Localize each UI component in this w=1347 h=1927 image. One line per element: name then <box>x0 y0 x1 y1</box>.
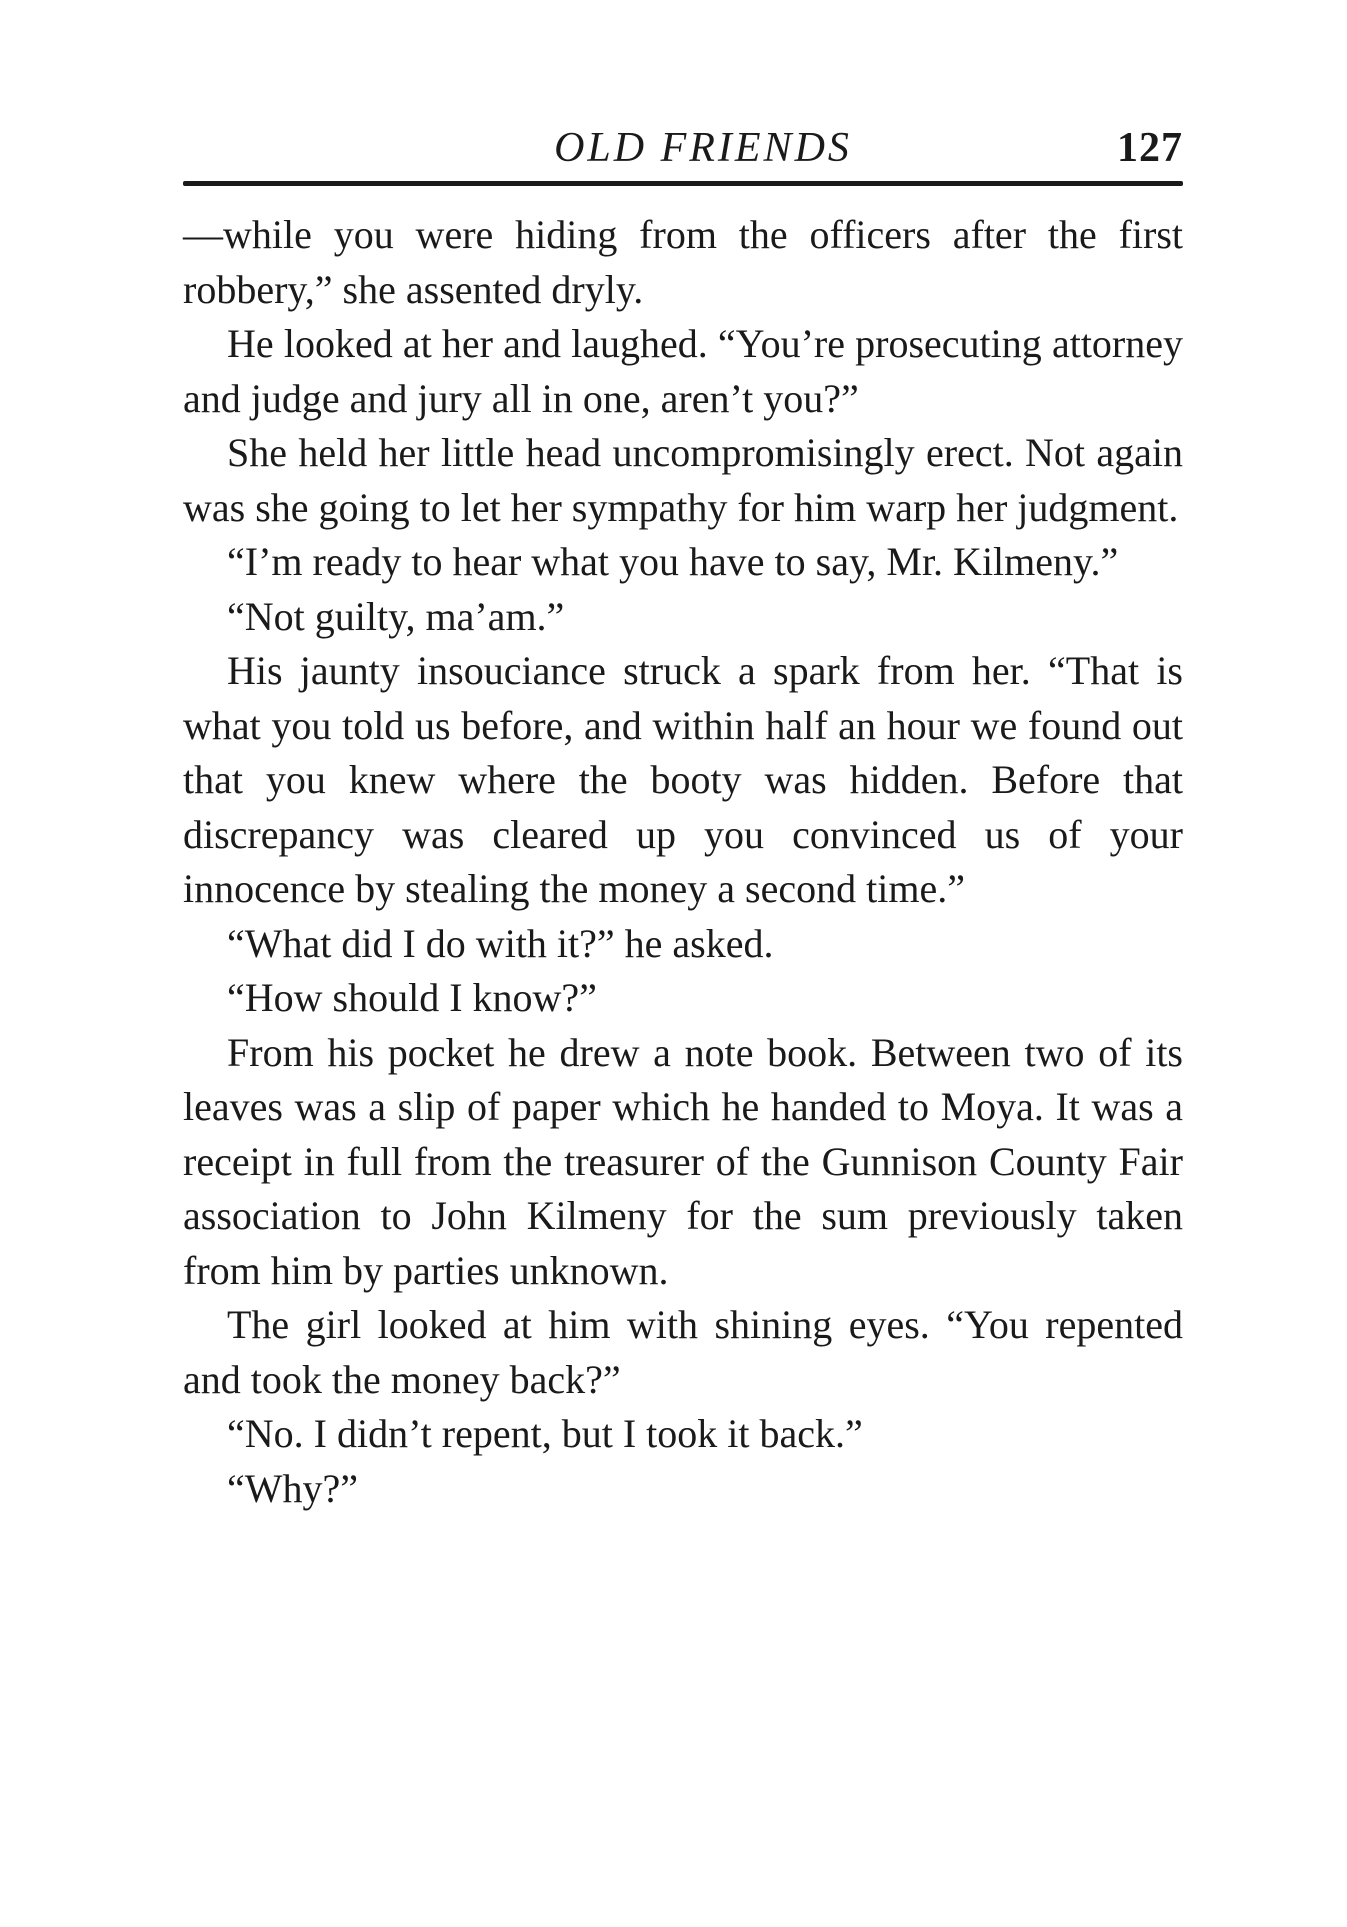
paragraph: “No. I didn’t repent, but I took it back.” <box>227 1411 863 1456</box>
page-number: 127 <box>1117 125 1183 171</box>
running-head <box>183 118 1183 178</box>
chapter-title: OLD FRIENDS <box>554 125 852 171</box>
paragraph: “Why?” <box>227 1465 359 1511</box>
body-text <box>183 208 1183 1516</box>
paragraph: She held her little head uncompromisingly erect. Not again was she going to let her sympathy for him warp her judgment. <box>183 430 1183 530</box>
paragraph: The girl looked at him with shining eyes. “You repented and took the money back?” <box>183 1302 1183 1402</box>
paragraph: He looked at her and laughed. “You’re prosecuting attorney and judge and jury all in one, aren’t you?” <box>183 321 1183 421</box>
paragraph: From his pocket he drew a note book. Between two of its leaves was a slip of paper which he handed to Moya. It was a receipt in full from the treasurer of the Gunnison County Fair association to John Kilmeny for the sum previously taken from him by parties unknown. <box>183 1029 1183 1293</box>
paragraph: —while you were hiding from the officers after the first robbery,” she assented dryly. <box>183 212 1183 312</box>
paragraph: “Not guilty, ma’am.” <box>227 593 565 639</box>
header-rule <box>183 181 1183 186</box>
paragraph: “What did I do with it?” he asked. <box>227 920 774 966</box>
paragraph: “I’m ready to hear what you have to say, Mr. Kilmeny.” <box>227 539 1119 584</box>
paragraph: “How should I know?” <box>227 975 597 1020</box>
paragraph: His jaunty insouciance struck a spark from her. “That is what you told us before, and within half an hour we found out that you knew where the booty was hidden. Before that discrepancy was cleared up you convinced us of your innocence by stealing the money a second time.” <box>183 648 1183 911</box>
